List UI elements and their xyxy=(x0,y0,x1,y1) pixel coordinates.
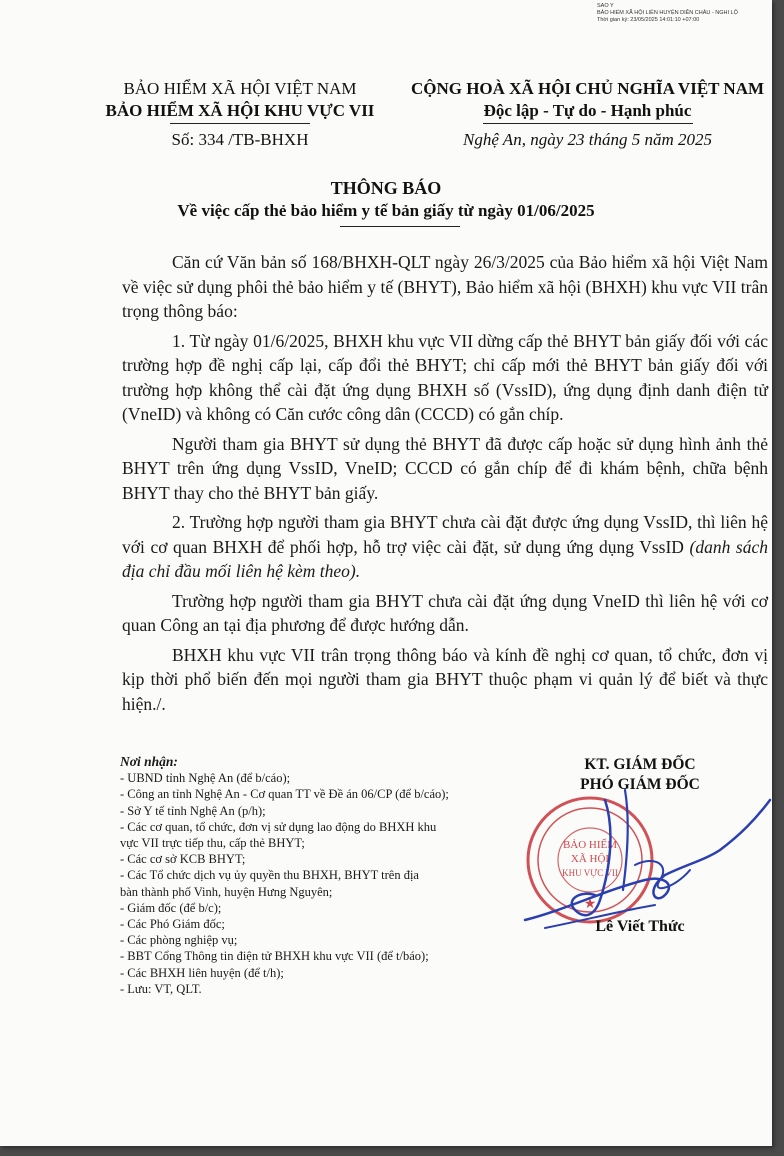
document-title: THÔNG BÁO xyxy=(330,178,442,198)
seal-text: BẢO HIỂM xyxy=(562,839,618,851)
handwritten-signature xyxy=(505,770,772,940)
national-header xyxy=(395,78,772,151)
copy-stamp-line: SAO Y xyxy=(597,3,614,9)
agency-divider xyxy=(170,123,310,124)
recipient-line: - Sở Y tế tỉnh Nghệ An (p/h); xyxy=(120,803,266,818)
body-paragraph: Trường hợp người tham gia BHYT chưa cài đặt ứng dụng VneID thì liên hệ với cơ quan Công an tại địa phương để được hướng dẫn. xyxy=(122,590,768,635)
body-paragraph: Người tham gia BHYT sử dụng thẻ BHYT đã được cấp hoặc sử dụng hình ảnh thẻ BHYT trên ứng dụng VssID, VneID; CCCD có gắn chíp để đi khám bệnh, chữa bệnh BHYT thay cho thẻ BHYT bản giấy. xyxy=(122,433,768,503)
body-paragraph: 1. Từ ngày 01/6/2025, BHXH khu vực VII dừng cấp thẻ BHYT bản giấy đối với các trường hợp đề nghị cấp lại, cấp đổi thẻ BHYT; chỉ cấp mới thẻ BHYT bản giấy đối với trường hợp không thể cài đặt ứng dụng BHXH số (VssID), ứng dụng định danh điện tử (VneID) và không có Căn cước công dân (CCCD) có gắn chíp. xyxy=(122,330,768,424)
recipient-line: - BBT Cổng Thông tin điện tử BHXH khu vực VII (để t/báo); xyxy=(120,949,429,964)
signer-title: PHÓ GIÁM ĐỐC xyxy=(580,776,700,793)
seal-text: KHU VỰC VII xyxy=(562,868,618,878)
document-body xyxy=(122,250,768,721)
copy-stamp-line: Thời gian ký: 23/05/2025 14:01:10 +07:00 xyxy=(597,17,700,23)
national-motto: Độc lập - Tự do - Hạnh phúc xyxy=(483,101,692,120)
paragraph-note: (danh sách địa chỉ đầu mối liên hệ kèm theo). xyxy=(122,536,768,581)
body-paragraph xyxy=(122,510,768,584)
title-divider xyxy=(340,226,460,227)
recipient-line: - Công an tỉnh Nghệ An - Cơ quan TT về Đề án 06/CP (để b/cáo); xyxy=(120,787,449,802)
recipient-line: - Các Tổ chức dịch vụ ủy quyền thu BHXH, BHYT trên địa xyxy=(120,868,419,883)
recipient-line: - Các phòng nghiệp vụ; xyxy=(120,933,238,948)
body-paragraph: Căn cứ Văn bản số 168/BHXH-QLT ngày 26/3/2025 của Bảo hiểm xã hội Việt Nam về việc sử dụng phôi thẻ bảo hiểm y tế (BHYT), Bảo hiểm xã hội (BHXH) khu vực VII trân trọng thông báo: xyxy=(122,252,768,321)
recipient-line: bàn thành phố Vinh, huyện Hưng Nguyên; xyxy=(120,884,333,899)
document-subject: Về việc cấp thẻ bảo hiểm y tế bản giấy từ ngày 01/06/2025 xyxy=(177,201,595,220)
place-date: Nghệ An, ngày 23 tháng 5 năm 2025 xyxy=(462,130,712,149)
issuing-agency: BẢO HIỂM XÃ HỘI KHU VỰC VII xyxy=(105,101,375,120)
body-paragraph: BHXH khu vực VII trân trọng thông báo và kính đề nghị cơ quan, tổ chức, đơn vị kịp thời phổ biến đến mọi người tham gia BHYT thuộc phạm vi quản lý để biết và thực hiện./. xyxy=(122,644,768,714)
recipient-line: - Các Phó Giám đốc; xyxy=(120,917,225,932)
agency-header xyxy=(85,78,395,151)
recipient-line: - UBND tỉnh Nghệ An (để b/cáo); xyxy=(120,771,291,786)
seal-star-icon: ★ xyxy=(583,897,597,912)
recipients-list xyxy=(120,754,540,997)
recipient-line: - Giám đốc (để b/c); xyxy=(120,900,222,915)
signer-role: KT. GIÁM ĐỐC xyxy=(584,756,696,773)
recipient-line: vực VII trực tiếp thu, cấp thẻ BHYT; xyxy=(120,836,305,851)
recipient-line: - Lưu: VT, QLT. xyxy=(120,981,202,996)
document-number: Số: 334 /TB-BHXH xyxy=(171,130,309,149)
paragraph-text: 2. Trường hợp người tham gia BHYT chưa cài đặt được ứng dụng VssID, thì liên hệ với cơ quan BHXH để phối hợp, hỗ trợ việc cài đặt, sử dụng ứng dụng VssID xyxy=(122,512,768,557)
recipient-line: - Các cơ quan, tổ chức, đơn vị sử dụng lao động do BHXH khu xyxy=(120,819,437,834)
seal-text: XÃ HỘI xyxy=(570,853,610,865)
motto-divider xyxy=(483,123,693,124)
digital-copy-stamp xyxy=(597,3,738,24)
nation-title: CỘNG HOÀ XÃ HỘI CHỦ NGHĨA VIỆT NAM xyxy=(410,79,765,98)
recipient-line: - Các BHXH liên huyện (để t/h); xyxy=(120,965,284,980)
recipients-heading: Nơi nhận: xyxy=(120,754,178,769)
recipient-line: - Các cơ sở KCB BHYT; xyxy=(120,852,246,867)
signer-name: Lê Viết Thức xyxy=(595,918,685,935)
copy-stamp-line: BẢO HIỂM XÃ HỘI LIÊN HUYỆN DIỄN CHÂU - NGHI LỘ xyxy=(597,10,738,16)
parent-agency: BẢO HIỂM XÃ HỘI VIỆT NAM xyxy=(123,79,357,98)
